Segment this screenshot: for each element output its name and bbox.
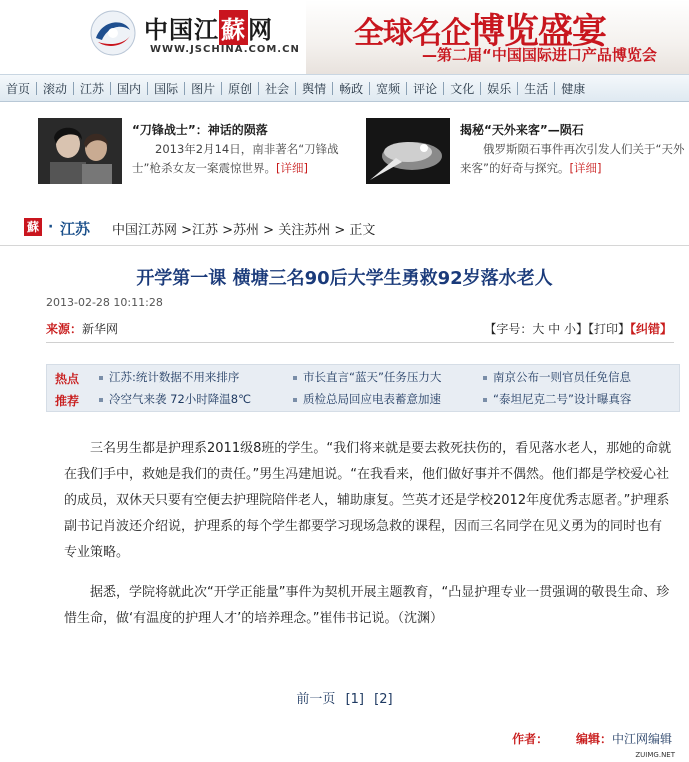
banner-subtitle: —第二届“中国国际进口产品博览会 [422,46,657,64]
section-logo-icon: 蘇 [24,218,42,236]
nav-item[interactable]: 图片 [191,81,216,96]
detail-link[interactable]: [详细] [569,161,602,175]
report-error-button[interactable]: 【纠错】 [629,322,672,336]
font-size-control[interactable]: 【字号：大 中 小】 [484,322,588,336]
recommend-link[interactable]: “泰坦尼克二号”设计曝真容 [493,392,632,406]
banner-headline: 全球名企博览盛宴 [354,12,607,52]
featured-item[interactable] [366,118,686,188]
nav-item[interactable]: 滚动 [43,81,68,96]
nav-item[interactable]: 生活 [524,81,549,96]
ad-banner[interactable] [306,0,689,74]
logo-title: 中国江蘇网 [144,10,273,45]
hot-label: 热点 [54,372,79,386]
bullet-icon [483,376,487,380]
article-title: 开学第一课 横塘三名90后大学生勇救92岁落水老人 [136,268,553,289]
hot-link[interactable]: 江苏:统计数据不用来排序 [109,370,240,384]
nav-item[interactable]: 舆情 [302,81,327,96]
site-header [0,0,689,74]
main-nav [0,74,689,102]
editor-name: 中江网编辑 [611,732,672,746]
featured-photo-meteorite [366,118,450,184]
article [0,246,689,762]
source-name[interactable]: 新华网 [82,322,119,336]
featured-summary: 俄罗斯陨石事件再次引发人们关于“天外来客”的好奇与探究。[详细] [460,142,685,175]
article-paragraph: 据悉，学院将就此次“开学正能量”事件为契机开展主题教育，“凸显护理专业一贯强调的敬畏生命、珍惜生命，做‘有温度的护理人才’的培养理念。”崔伟书记说。（沈渊） [64,585,670,626]
featured-strip [0,106,689,202]
bullet-icon [99,376,103,380]
featured-photo-couple [38,118,122,184]
prev-page-link[interactable]: 前一页 [296,692,336,707]
featured-title[interactable]: 揭秘“天外来客”—陨石 [460,123,584,137]
nav-item[interactable]: 社会 [265,81,290,96]
featured-title[interactable]: “刀锋战士”：神话的陨落 [132,123,268,137]
breadcrumb [0,215,689,246]
hot-link[interactable]: 市长直言“蓝天”任务压力大 [303,370,442,384]
article-tools [484,320,672,337]
author-label: 作者： [512,732,549,746]
recommend-link[interactable]: 冷空气来袭 72小时降温8℃ [109,392,252,406]
featured-item[interactable] [38,118,364,188]
featured-summary: 2013年2月14日，南非著名“刀锋战士”枪杀女友一案震惊世界。[详细] [132,142,339,175]
article-source [46,320,118,337]
nav-item[interactable]: 原创 [228,81,253,96]
source-label: 来源： [46,322,83,336]
nav-item[interactable]: 健康 [561,81,586,96]
nav-item[interactable]: 宽频 [376,81,401,96]
bullet-icon [483,398,487,402]
article-paragraph: 三名男生都是护理系2011级8班的学生。“我们将来就是要去救死扶伤的，看见落水老人，那她的命就在我们手中，救她是我们的责任。”男生冯建旭说。“在我看来，他们做好事并不偶然。他们都是学校爱心社的成员，双休天只要有空便去护理院陪伴老人，辅助康复。竺英才还是学校2012年度优秀志愿者。”护理系副书记肖波还介绍说，护理系的每个学生都要学习现场急救的课程，因而三名同学在见义勇为的同时也有专业策略。 [64,441,672,560]
section-dot: · [48,219,54,235]
logo-url: WWW.JSCHINA.COM.CN [150,44,300,55]
article-date: 2013-02-28 10:11:28 [46,296,163,309]
bullet-icon [99,398,103,402]
breadcrumb-path[interactable]: 中国江苏网 >江苏 >苏州 > 关注苏州 > 正文 [112,223,376,238]
nav-item[interactable]: 首页 [6,81,31,96]
pagination [0,688,689,707]
detail-link[interactable]: [详细] [275,161,308,175]
watermark: ZUIMG.NET [635,751,675,759]
nav-item[interactable]: 国内 [117,81,142,96]
recommend-link[interactable]: 质检总局回应电表蓄意加速 [303,392,441,406]
bullet-icon [293,398,297,402]
nav-item[interactable]: 评论 [413,81,438,96]
editor-label: 编辑： [575,732,612,746]
site-logo[interactable] [88,4,308,68]
hot-recommend-box [46,364,680,412]
print-button[interactable]: 【打印】 [587,322,630,336]
article-body [64,436,674,646]
hot-link[interactable]: 南京公布一则官员任免信息 [493,370,631,384]
divider [46,342,674,343]
section-name[interactable]: 江苏 [60,220,91,238]
recommend-label: 推荐 [54,394,79,408]
logo-swirl-icon [88,8,138,58]
article-credits [512,730,672,747]
nav-item[interactable]: 畅政 [339,81,364,96]
page-link-1[interactable]: [1] [345,692,364,707]
nav-item[interactable]: 江苏 [80,81,105,96]
bullet-icon [293,376,297,380]
nav-item[interactable]: 娱乐 [487,81,512,96]
nav-item[interactable]: 国际 [154,81,179,96]
page-link-2[interactable]: [2] [374,692,393,707]
nav-item[interactable]: 文化 [450,81,475,96]
